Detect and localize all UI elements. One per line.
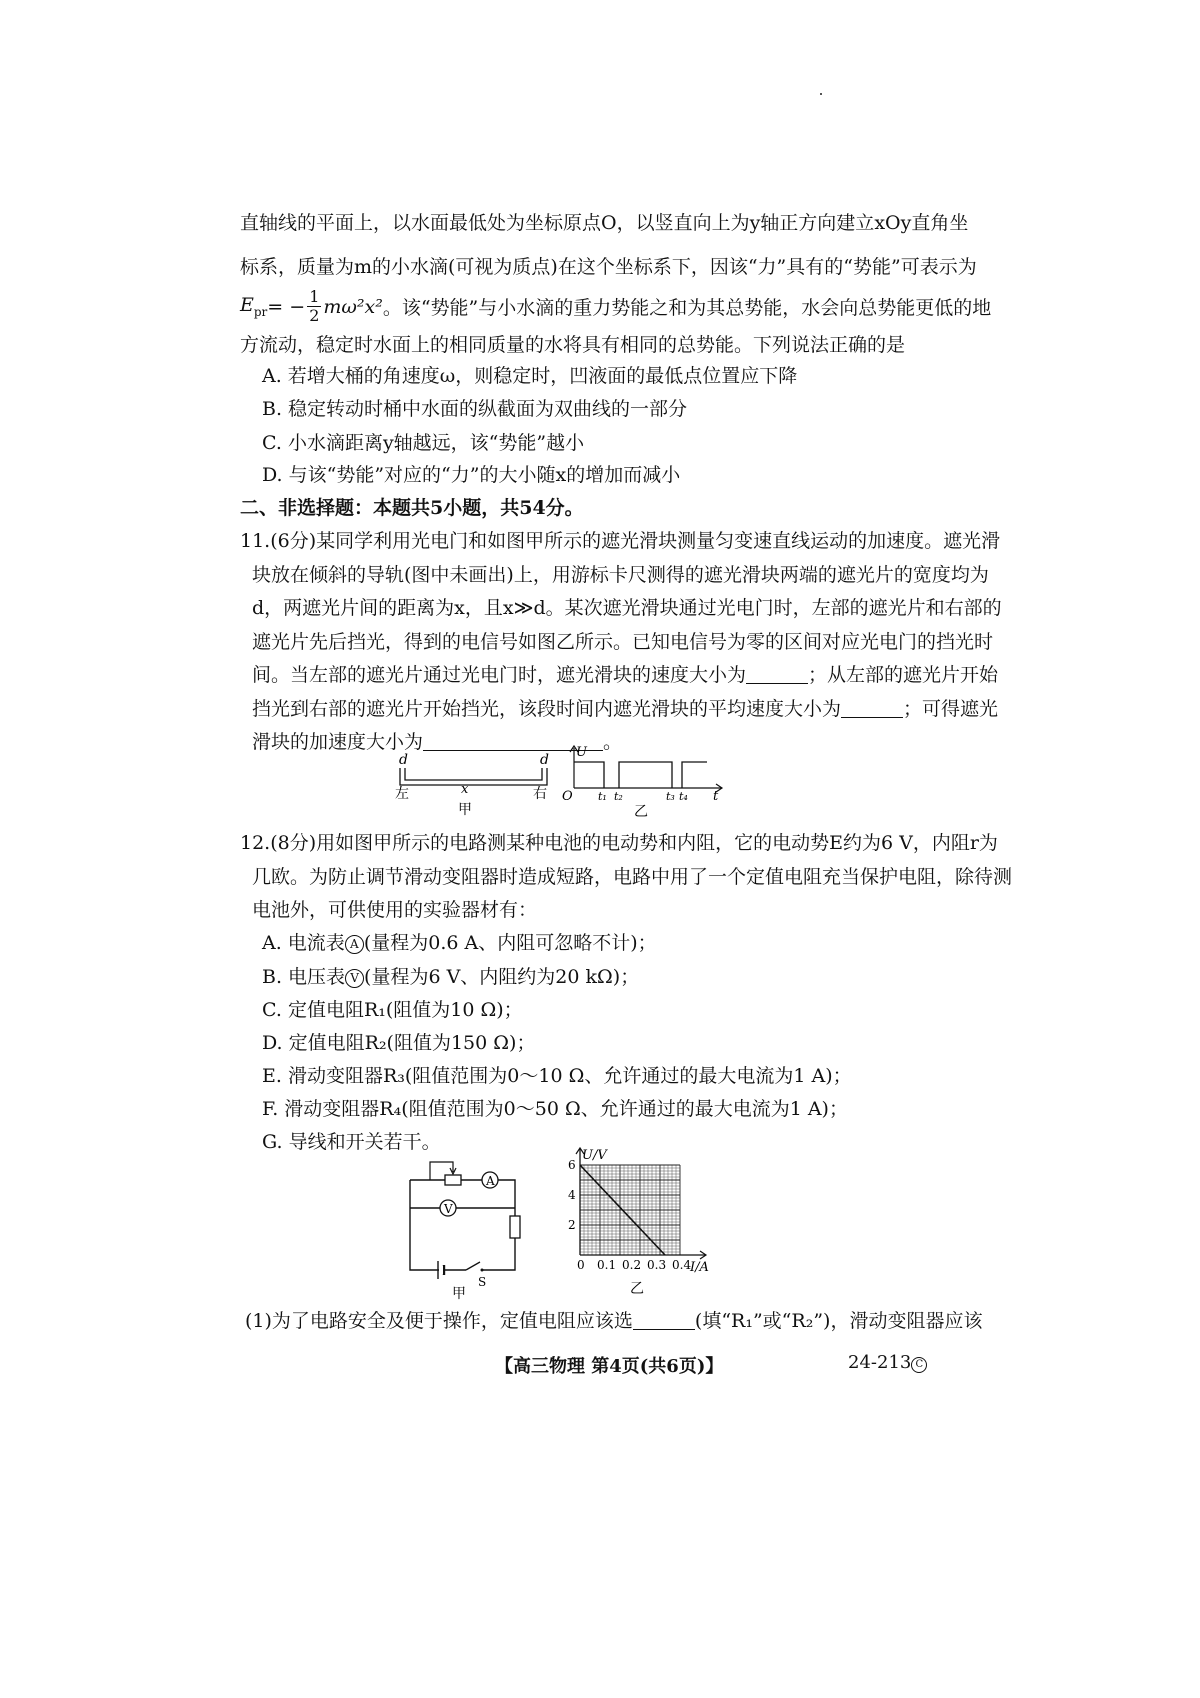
slider-left-label: 左 <box>395 786 409 802</box>
circuit-switch-label: S <box>478 1275 487 1289</box>
q10-line-1: 直轴线的平面上，以水面最低处为坐标原点O，以竖直向上为y轴正方向建立xOy直角坐 <box>240 212 969 234</box>
switch-icon <box>466 1262 480 1270</box>
q12-sub1 <box>245 1306 982 1333</box>
q12-item-e: E. 滑动变阻器R₃(阻值范围为0～10 Ω、允许通过的最大电流为1 A)； <box>262 1065 852 1087</box>
equals-minus: = − <box>267 295 306 318</box>
potential-symbol: E <box>240 294 254 317</box>
circuit-caption: 甲 <box>452 1286 466 1300</box>
q12-item-a <box>262 928 657 955</box>
q12-line-2: 几欧。为防止调节滑动变阻器时造成短路，电路中用了一个定值电阻充当保护电阻，除待测 <box>252 866 1013 888</box>
chart-y-label: U/V <box>582 1148 607 1163</box>
potential-expression: mω²x² <box>323 295 383 318</box>
q11-line-1: 11.(6分)某同学利用光电门和如图甲所示的遮光滑块测量匀变速直线运动的加速度。遮光滑 <box>240 530 1001 552</box>
answer-blank-average-velocity[interactable] <box>841 699 903 718</box>
signal-t2: t₂ <box>614 790 623 803</box>
q12-item-f: F. 滑动变阻器R₄(阻值范围为0～50 Ω、允许通过的最大电流为1 A)； <box>262 1098 848 1120</box>
q11-line-6-text: 挡光到右部的遮光片开始挡光，该段时间内遮光滑块的平均速度大小为 <box>252 698 842 720</box>
q12-item-b-post: (量程为6 V、内阻约为20 kΩ)； <box>364 966 640 988</box>
y-tick-label: 6 <box>568 1158 576 1172</box>
battery-gap <box>439 1266 443 1274</box>
voltmeter-symbol: V <box>345 969 364 988</box>
slider-body <box>400 768 547 785</box>
q11-line-3: d，两遮光片间的距离为x，且x≫d。某次遮光滑块通过光电门时，左部的遮光片和右部的 <box>252 597 1002 619</box>
q12-item-c: C. 定值电阻R₁(阻值为10 Ω)； <box>262 999 523 1021</box>
slider-d-left: d <box>399 752 408 768</box>
slider-figure <box>395 750 565 820</box>
copyright-icon: C <box>911 1357 927 1373</box>
signal-figure <box>562 742 727 820</box>
answer-blank-resistor[interactable] <box>633 1311 695 1330</box>
q11-line-5-text: 间。当左部的遮光片通过光电门时，遮光滑块的速度大小为 <box>252 664 747 686</box>
switch-contact-icon <box>481 1269 484 1272</box>
q12-item-g: G. 导线和开关若干。 <box>262 1131 441 1153</box>
q10-line-2: 标系，质量为m的小水滴(可视为质点)在这个坐标系下，因该“力”具有的“势能”可表示为 <box>240 256 977 278</box>
scan-speck <box>820 93 822 95</box>
slider-right-label: 右 <box>533 786 547 802</box>
fixed-resistor-icon <box>510 1216 520 1238</box>
signal-x-label: t <box>713 789 719 804</box>
q12-sub1-rest: (填“R₁”或“R₂”)，滑动变阻器应该 <box>694 1310 983 1332</box>
slider-caption: 甲 <box>458 802 472 818</box>
section-2-heading: 二、非选择题：本题共5小题，共54分。 <box>240 497 584 519</box>
q10-option-c: C. 小水滴距离y轴越远，该“势能”越小 <box>262 432 585 454</box>
slider-d-right: d <box>540 752 549 768</box>
circuit-ammeter-label: A <box>486 1174 495 1188</box>
q11-line-4: 遮光片先后挡光，得到的电信号如图乙所示。已知电信号为零的区间对应光电门的挡光时 <box>252 631 994 653</box>
one-half-fraction <box>307 288 321 325</box>
signal-caption: 乙 <box>634 804 648 820</box>
rheostat-slider-icon <box>430 1162 456 1180</box>
q10-line-4: 方流动，稳定时水面上的相同质量的水将具有相同的总势能。下列说法正确的是 <box>240 334 906 356</box>
rheostat-icon <box>445 1175 461 1185</box>
q12-line-1: 12.(8分)用如图甲所示的电路测某种电池的电动势和内阻，它的电动势E约为6 V，内阻r为 <box>240 832 998 854</box>
x-tick-label: 0.4 <box>672 1258 692 1272</box>
signal-t1: t₁ <box>598 790 607 803</box>
q12-item-b-pre: B. 电压表 <box>262 966 346 988</box>
circuit-voltmeter-label: V <box>444 1202 453 1216</box>
signal-waveform <box>574 762 707 788</box>
signal-origin: O <box>562 789 573 804</box>
fraction-numerator: 1 <box>309 287 320 306</box>
x-tick-label: 0.1 <box>597 1258 617 1272</box>
q10-line-3-rest: 。该“势能”与小水滴的重力势能之和为其总势能，水会向总势能更低的地 <box>382 297 992 319</box>
signal-t4: t₄ <box>679 790 688 803</box>
q10-option-d: D. 与该“势能”对应的“力”的大小随x的增加而减小 <box>262 464 681 486</box>
y-tick-label: 2 <box>568 1218 576 1232</box>
q11-line-7-text: 滑块的加速度大小为 <box>252 731 424 753</box>
x-tick-label: 0.2 <box>622 1258 642 1272</box>
q11-line-6 <box>252 694 998 721</box>
chart-grid <box>580 1165 680 1255</box>
exam-code <box>848 1352 927 1373</box>
q10-option-a: A. 若增大桶的角速度ω，则稳定时，凹液面的最低点位置应下降 <box>262 365 798 387</box>
q10-line-3 <box>240 288 991 325</box>
q12-item-a-pre: A. 电流表 <box>262 932 345 954</box>
fraction-denominator: 2 <box>309 306 320 325</box>
page-footer: 【高三物理 第4页(共6页)】 <box>495 1356 724 1377</box>
slider-x-label: x <box>461 782 469 797</box>
chart-caption: 乙 <box>630 1281 644 1297</box>
chart-x-label: I/A <box>690 1260 709 1275</box>
ui-chart <box>562 1145 732 1305</box>
answer-blank-velocity[interactable] <box>746 665 808 684</box>
q12-line-3: 电池外，可供使用的实验器材有： <box>252 899 538 921</box>
q11-line-5-rest: ；从左部的遮光片开始 <box>808 664 999 686</box>
exam-code-number: 24-213 <box>848 1352 912 1373</box>
ammeter-symbol: A <box>345 935 364 954</box>
q11-line-7-rest: 。 <box>603 731 623 753</box>
y-tick-label: 4 <box>568 1188 576 1202</box>
q11-line-6-rest: ；可得遮光 <box>903 698 999 720</box>
circuit-diagram <box>400 1150 535 1300</box>
potential-subscript: pr <box>253 304 268 319</box>
x-tick-label: 0 <box>577 1258 585 1272</box>
q12-item-d: D. 定值电阻R₂(阻值为150 Ω)； <box>262 1032 536 1054</box>
q11-line-5 <box>252 660 998 687</box>
q12-sub1-text: (1)为了电路安全及便于操作，定值电阻应该选 <box>245 1310 633 1332</box>
signal-t3: t₃ <box>666 790 675 803</box>
q12-item-a-post: (量程为0.6 A、内阻可忽略不计)； <box>363 932 657 954</box>
circuit-wires <box>410 1180 515 1270</box>
signal-y-label: U <box>576 745 587 760</box>
q12-item-b <box>262 962 639 989</box>
q10-option-b: B. 稳定转动时桶中水面的纵截面为双曲线的一部分 <box>262 398 688 420</box>
q11-line-2: 块放在倾斜的导轨(图中未画出)上，用游标卡尺测得的遮光滑块两端的遮光片的宽度均为 <box>252 564 989 586</box>
x-tick-label: 0.3 <box>647 1258 667 1272</box>
